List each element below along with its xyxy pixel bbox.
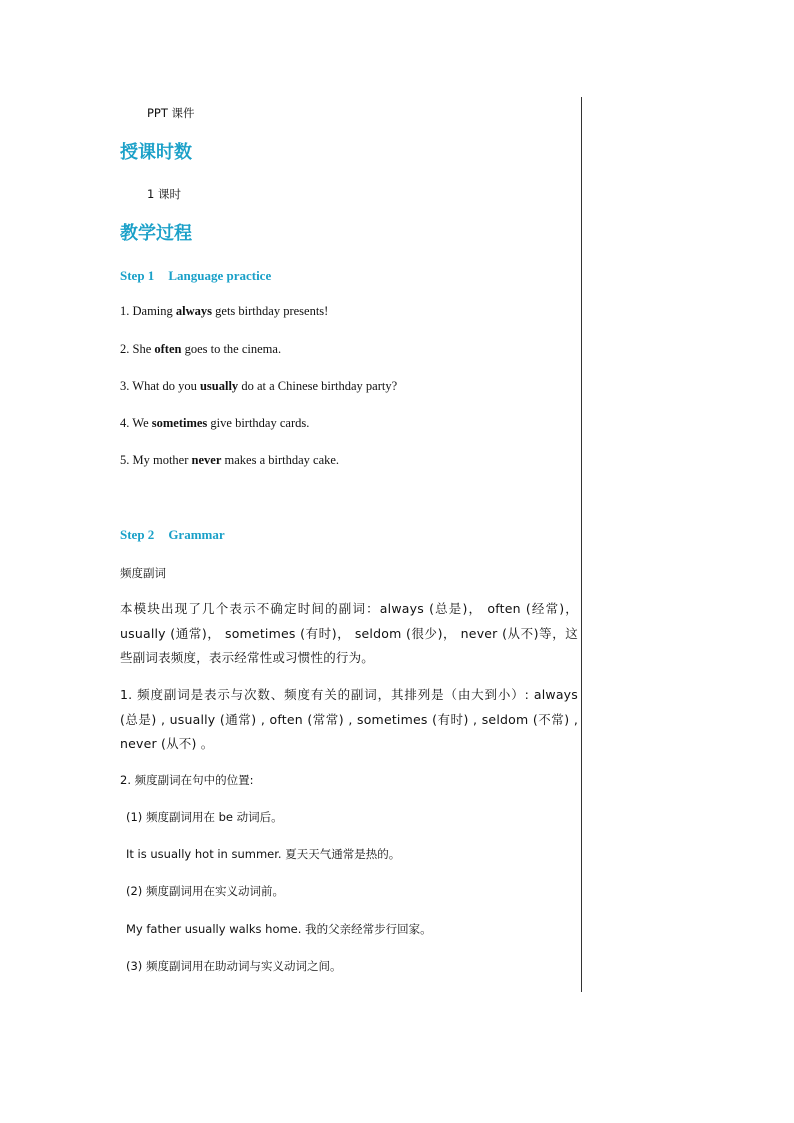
practice-sentence-2 bbox=[120, 341, 281, 357]
margin-rule bbox=[581, 97, 582, 992]
rule-1: (1) 频度副词用在 be 动词后。 bbox=[126, 810, 283, 824]
example-1: It is usually hot in summer. 夏天天气通常是热的。 bbox=[126, 847, 401, 861]
step2-title: Grammar bbox=[168, 527, 225, 542]
process-heading: 教学过程 bbox=[120, 223, 192, 244]
sentence-text: 2. She bbox=[120, 342, 155, 356]
frequency-adverb: never bbox=[191, 453, 222, 467]
frequency-adverb: sometimes bbox=[151, 416, 208, 430]
practice-sentence-1 bbox=[120, 303, 328, 319]
grammar-point-2: 2. 频度副词在句中的位置: bbox=[120, 773, 254, 787]
practice-sentence-4 bbox=[120, 415, 309, 431]
hours-heading: 授课时数 bbox=[120, 142, 192, 163]
practice-sentence-5 bbox=[120, 452, 339, 468]
materials-text: PPT 课件 bbox=[147, 106, 195, 120]
step1-title: Language practice bbox=[168, 268, 272, 283]
example-2: My father usually walks home. 我的父亲经常步行回家。 bbox=[126, 922, 432, 936]
hours-value: 1 课时 bbox=[147, 187, 181, 201]
sentence-text: 4. We bbox=[120, 416, 152, 430]
frequency-adverb: often bbox=[154, 342, 182, 356]
grammar-topic: 频度副词 bbox=[120, 566, 166, 580]
sentence-text: 3. What do you bbox=[120, 379, 200, 393]
sentence-text: give birthday cards. bbox=[207, 416, 310, 430]
rule-3: (3) 频度副词用在助动词与实义动词之间。 bbox=[126, 959, 342, 973]
step2-heading bbox=[120, 527, 225, 543]
sentence-text: goes to the cinema. bbox=[181, 342, 282, 356]
rule-2: (2) 频度副词用在实义动词前。 bbox=[126, 884, 284, 898]
frequency-adverb: usually bbox=[199, 379, 239, 393]
sentence-text: 5. My mother bbox=[120, 453, 192, 467]
grammar-point-1: 1. 频度副词是表示与次数、频度有关的副词，其排列是（由大到小）: always (总是) , usually (通常) , often (常常) , sometimes (有时) , seldom (不常) , never (从不) 。 bbox=[120, 687, 578, 751]
sentence-text: makes a birthday cake. bbox=[221, 453, 340, 467]
sentence-text: do at a Chinese birthday party? bbox=[238, 379, 398, 393]
step2-label: Step 2 bbox=[120, 527, 155, 542]
step1-label: Step 1 bbox=[120, 268, 155, 283]
sentence-text: 1. Daming bbox=[120, 304, 176, 318]
sentence-text: gets birthday presents! bbox=[212, 304, 329, 318]
frequency-adverb: always bbox=[175, 304, 213, 318]
grammar-intro: 本模块出现了几个表示不确定时间的副词：always (总是)， often (经常)， usually (通常)， sometimes (有时)， seldom (很少)， never (从不)等，这些副词表频度，表示经常性或习惯性的行为。 bbox=[120, 601, 578, 665]
step1-heading bbox=[120, 268, 271, 284]
practice-sentence-3 bbox=[120, 378, 397, 394]
